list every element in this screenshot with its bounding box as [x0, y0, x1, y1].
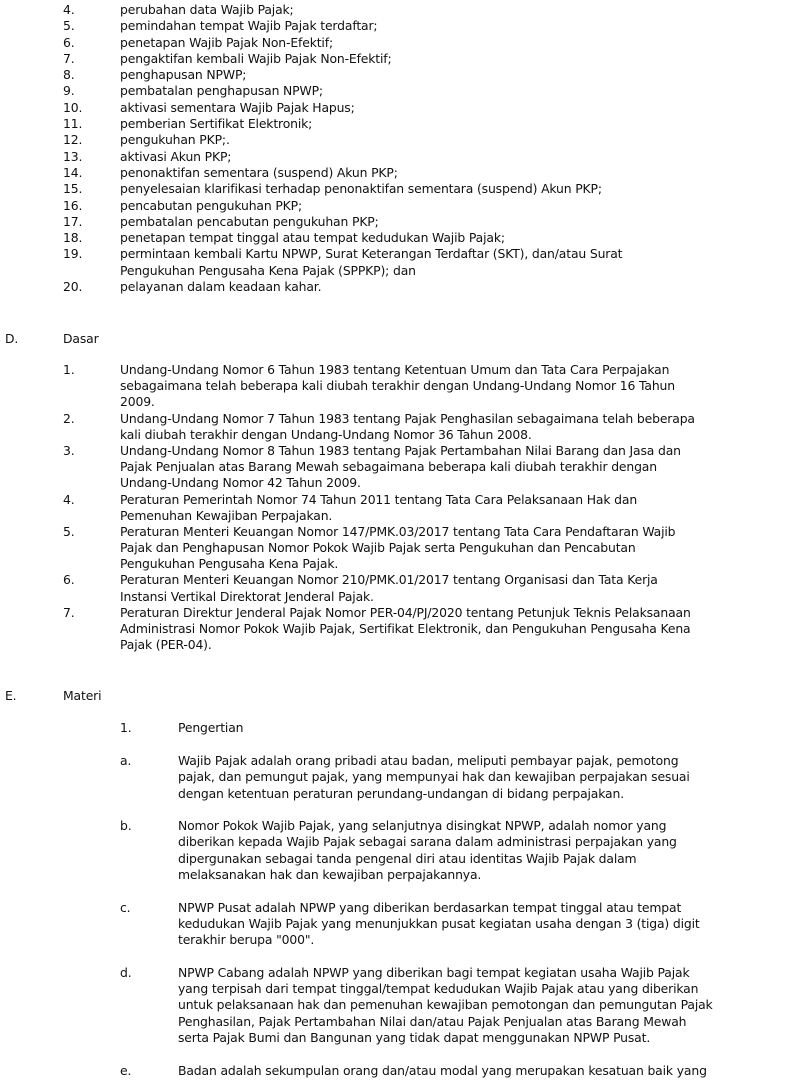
text-line: Instansi Vertikal Direktorat Jenderal Pajak.	[120, 588, 374, 604]
item-number: d.	[120, 964, 132, 980]
list-item	[0, 362, 792, 411]
section-title: Materi	[63, 688, 102, 703]
item-text	[120, 2, 792, 18]
list-item	[0, 35, 792, 51]
item-number: 19.	[63, 246, 83, 262]
item-text	[120, 246, 792, 279]
item-text	[120, 165, 792, 181]
item-number: e.	[120, 1062, 132, 1078]
item-text	[120, 35, 792, 51]
list-item	[0, 67, 792, 83]
item-number: 12.	[63, 132, 83, 148]
text-line: Undang-Undang Nomor 42 Tahun 2009.	[120, 475, 361, 491]
text-line: Badan adalah sekumpulan orang dan/atau modal yang merupakan kesatuan baik yang	[178, 1062, 707, 1078]
text-line: serta Pajak Bumi dan Bangunan yang tidak dapat menggunakan NPWP Pusat.	[178, 1030, 651, 1046]
text-line: pelayanan dalam keadaan kahar.	[120, 279, 322, 295]
item-number: 6.	[63, 572, 75, 588]
text-line: pencabutan pengukuhan PKP;	[120, 197, 302, 213]
item-number: 15.	[63, 181, 83, 197]
text-line: NPWP Pusat adalah NPWP yang diberikan berdasarkan tempat tinggal atau tempat	[178, 899, 682, 915]
item-text	[178, 900, 792, 949]
item-text	[120, 83, 792, 99]
text-line: penonaktifan sementara (suspend) Akun PKP;	[120, 164, 398, 180]
text-line: Pajak Penjualan atas Barang Mewah sebagaimana beberapa kali diubah terakhir dengan	[120, 459, 657, 475]
list-item	[0, 753, 792, 802]
list-item	[0, 149, 792, 165]
item-text	[120, 492, 792, 524]
item-text	[178, 1063, 792, 1079]
item-text	[120, 279, 792, 295]
list-item	[0, 246, 792, 279]
text-line: pembatalan penghapusan NPWP;	[120, 83, 323, 99]
list-item	[0, 2, 792, 18]
item-text	[120, 116, 792, 132]
item-number: c.	[120, 899, 131, 915]
text-line: Pajak dan Penghapusan Nomor Pokok Wajib Pajak serta Pengukuhan dan Pencabutan	[120, 540, 636, 556]
text-line: Undang-Undang Nomor 7 Tahun 1983 tentang Pajak Penghasilan sebagaimana telah beberapa	[120, 410, 695, 426]
item-number: 1.	[63, 362, 75, 377]
item-text	[120, 67, 792, 83]
text-line: pengukuhan PKP;.	[120, 132, 230, 148]
list-item	[0, 818, 792, 883]
definitions-list	[0, 753, 792, 1079]
item-number: 17.	[63, 213, 83, 229]
text-line: Peraturan Menteri Keuangan Nomor 210/PMK.01/2017 tentang Organisasi dan Tata Kerja	[120, 572, 658, 588]
text-line: pemindahan tempat Wajib Pajak terdaftar;	[120, 18, 378, 34]
list-item	[0, 279, 792, 295]
text-line: perubahan data Wajib Pajak;	[120, 2, 294, 17]
text-line: penetapan tempat tinggal atau tempat kedudukan Wajib Pajak;	[120, 230, 505, 246]
item-number: 13.	[63, 148, 83, 164]
text-line: pemberian Sertifikat Elektronik;	[120, 116, 313, 132]
text-line: aktivasi sementara Wajib Pajak Hapus;	[120, 99, 355, 115]
item-text	[120, 572, 792, 604]
text-line: pajak, dan pemungut pajak, yang mempunyai hak dan kewajiban perpajakan sesuai	[178, 769, 690, 785]
list-item	[0, 198, 792, 214]
list-item	[0, 965, 792, 1046]
text-line: Pemenuhan Kewajiban Perpajakan.	[120, 507, 333, 523]
text-line: penghapusan NPWP;	[120, 67, 247, 83]
text-line: terakhir berupa "000".	[178, 932, 315, 948]
list-item	[0, 51, 792, 67]
list-item	[0, 165, 792, 181]
item-text	[120, 214, 792, 230]
list-item	[0, 492, 792, 524]
item-text	[120, 411, 792, 443]
item-text	[178, 753, 792, 802]
subsection-title: Pengertian	[178, 720, 244, 735]
item-number: 7.	[63, 604, 75, 620]
text-line: untuk pelaksanaan hak dan pemenuhan kewajiban pemotongan dan pemungutan Pajak	[178, 997, 713, 1013]
section-letter: D.	[5, 331, 19, 346]
text-line: aktivasi Akun PKP;	[120, 148, 232, 164]
text-line: diberikan kepada Wajib Pajak sebagai sarana dalam administrasi perpajakan yang	[178, 834, 677, 850]
section-letter: E.	[5, 688, 17, 703]
item-text	[178, 965, 792, 1046]
text-line: Wajib Pajak adalah orang pribadi atau badan, meliputi pembayar pajak, pemotong	[178, 753, 679, 768]
text-line: Undang-Undang Nomor 8 Tahun 1983 tentang Pajak Pertambahan Nilai Barang dan Jasa dan	[120, 442, 681, 458]
item-number: 8.	[63, 67, 75, 83]
item-number: 9.	[63, 83, 75, 99]
item-number: 5.	[63, 18, 75, 34]
text-line: Pengukuhan Pengusaha Kena Pajak.	[120, 556, 339, 572]
item-number: 11.	[63, 116, 83, 132]
text-line: Pajak (PER-04).	[120, 637, 212, 653]
text-line: dengan ketentuan peraturan perundang-undangan di bidang perpajakan.	[178, 785, 624, 801]
text-line: Nomor Pokok Wajib Pajak, yang selanjutnya disingkat NPWP, adalah nomor yang	[178, 818, 667, 834]
item-number: 4.	[63, 2, 75, 17]
text-line: Penghasilan, Pajak Pertambahan Nilai dan/atau Pajak Penjualan atas Barang Mewah	[178, 1013, 687, 1029]
text-line: pengaktifan kembali Wajib Pajak Non-Efektif;	[120, 50, 392, 66]
item-number: 18.	[63, 230, 83, 246]
text-line: Peraturan Pemerintah Nomor 74 Tahun 2011 tentang Tata Cara Pelaksanaan Hak dan	[120, 491, 638, 507]
item-text	[120, 362, 792, 411]
text-line: penyelesaian klarifikasi terhadap penonaktifan sementara (suspend) Akun PKP;	[120, 181, 602, 197]
item-number: 5.	[63, 523, 75, 539]
item-text	[120, 51, 792, 67]
text-line: permintaan kembali Kartu NPWP, Surat Keterangan Terdaftar (SKT), dan/atau Surat	[120, 246, 623, 262]
item-text	[120, 230, 792, 246]
section-title: Dasar	[63, 331, 99, 346]
item-number: 20.	[63, 279, 83, 295]
item-number: b.	[120, 818, 132, 834]
item-text	[120, 18, 792, 34]
text-line: dipergunakan sebagai tanda pengenal diri atau identitas Wajib Pajak dalam	[178, 850, 637, 866]
item-text	[120, 605, 792, 654]
item-text	[120, 443, 792, 492]
text-line: Peraturan Menteri Keuangan Nomor 147/PMK.03/2017 tentang Tata Cara Pendaftaran Wajib	[120, 523, 676, 539]
item-text	[120, 132, 792, 148]
legal-basis-list	[0, 362, 792, 653]
list-item	[0, 605, 792, 654]
text-line: melaksanakan hak dan kewajiban perpajakannya.	[178, 867, 482, 883]
item-text	[120, 198, 792, 214]
list-item	[0, 100, 792, 116]
item-number: 4.	[63, 491, 75, 507]
list-item	[0, 524, 792, 573]
text-line: kali diubah terakhir dengan Undang-Undang Nomor 36 Tahun 2008.	[120, 426, 532, 442]
text-line: Pengukuhan Pengusaha Kena Pajak (SPPKP); dan	[120, 262, 416, 278]
list-item	[0, 214, 792, 230]
text-line: Peraturan Direktur Jenderal Pajak Nomor PER-04/PJ/2020 tentang Petunjuk Teknis Pelaksanaan	[120, 604, 691, 620]
item-number: 14.	[63, 164, 83, 180]
item-text	[120, 181, 792, 197]
item-text	[120, 149, 792, 165]
text-line: kedudukan Wajib Pajak yang menunjukkan pusat kegiatan usaha dengan 3 (tiga) digit	[178, 915, 700, 931]
list-item	[0, 572, 792, 604]
item-number: a.	[120, 753, 132, 768]
text-line: penetapan Wajib Pajak Non-Efektif;	[120, 34, 333, 50]
list-item	[0, 230, 792, 246]
text-line: sebagaimana telah beberapa kali diubah terakhir dengan Undang-Undang Nomor 16 Tahun	[120, 378, 675, 394]
subsection-number: 1.	[120, 720, 132, 735]
text-line: Administrasi Nomor Pokok Wajib Pajak, Sertifikat Elektronik, dan Pengukuhan Pengusaha Kena	[120, 621, 691, 636]
list-item	[0, 181, 792, 197]
item-number: 16.	[63, 197, 83, 213]
text-line: pembatalan pencabutan pengukuhan PKP;	[120, 213, 379, 229]
text-line: yang terpisah dari tempat tinggal/tempat kedudukan Wajib Pajak atau yang diberikan	[178, 981, 699, 997]
services-list	[0, 2, 792, 295]
item-number: 6.	[63, 34, 75, 50]
item-number: 7.	[63, 50, 75, 66]
list-item	[0, 411, 792, 443]
item-number: 2.	[63, 410, 75, 426]
item-number: 3.	[63, 442, 75, 458]
list-item	[0, 116, 792, 132]
text-line: 2009.	[120, 394, 155, 410]
list-item	[0, 900, 792, 949]
text-line: Undang-Undang Nomor 6 Tahun 1983 tentang Ketentuan Umum dan Tata Cara Perpajakan	[120, 362, 670, 377]
list-item	[0, 83, 792, 99]
text-line: NPWP Cabang adalah NPWP yang diberikan bagi tempat kegiatan usaha Wajib Pajak	[178, 964, 690, 980]
item-text	[120, 100, 792, 116]
item-number: 10.	[63, 99, 83, 115]
list-item	[0, 443, 792, 492]
item-text	[178, 818, 792, 883]
list-item	[0, 132, 792, 148]
list-item	[0, 18, 792, 34]
list-item	[0, 1063, 792, 1079]
item-text	[120, 524, 792, 573]
